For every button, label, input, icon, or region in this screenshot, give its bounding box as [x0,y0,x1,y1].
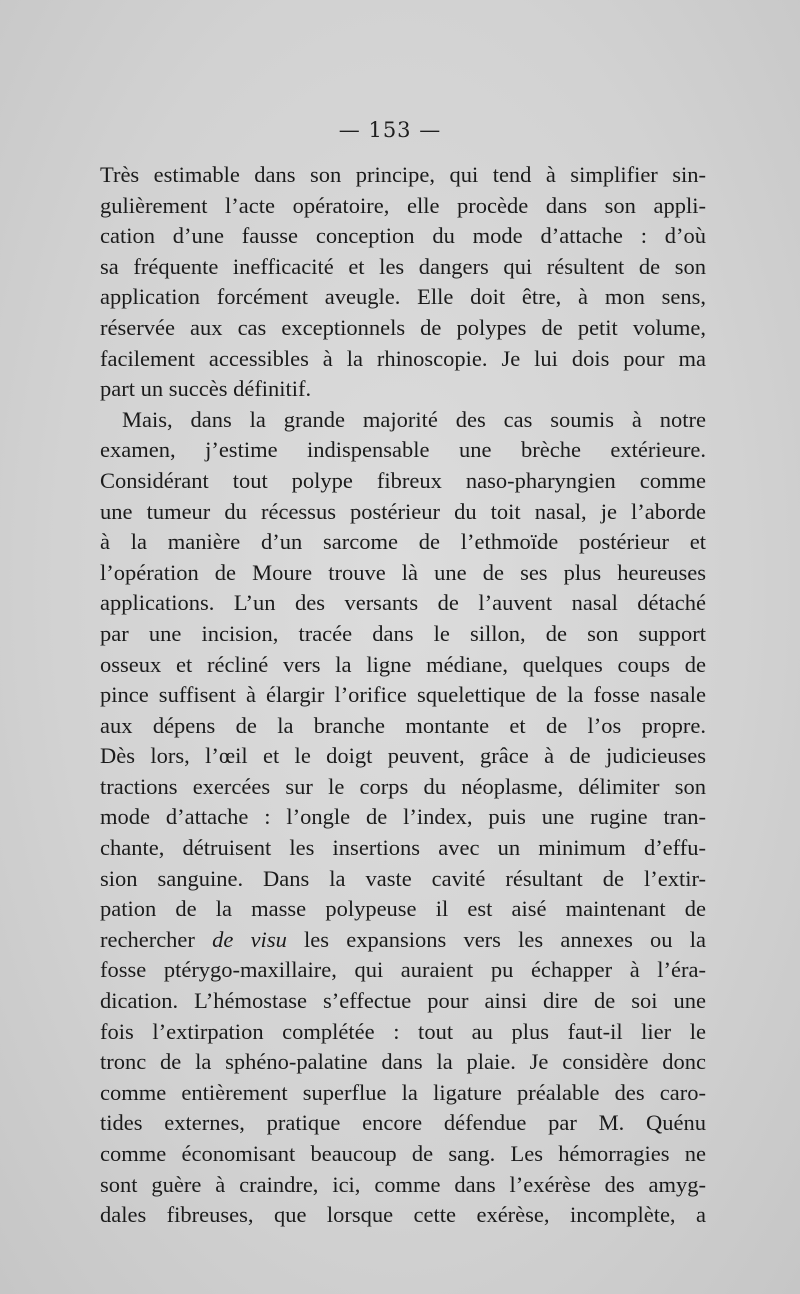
paragraph-1 [100,160,706,405]
page-number: — 153 — [338,118,442,142]
text-line: cation d’une fausse conception du mode d’attache : d’où [100,223,706,249]
text-line: chante, détruisent les insertions avec un minimum d’effu- [100,835,706,861]
text-line: par une incision, tracée dans le sillon, de son support [100,620,706,646]
text-line: fosse ptérygo-maxillaire, qui auraient pu échapper à l’éra- [100,957,706,983]
text-line: l’opération de Moure trouve là une de ses plus heureuses [100,559,706,585]
paragraph-2 [100,405,706,1231]
body-text [100,160,706,1231]
text-line: dales fibreuses, que lorsque cette exérèse, incomplète, a [100,1202,706,1228]
text-line: pation de la masse polypeuse il est aisé maintenant de [100,896,706,922]
text-fragment: rechercher [100,926,213,952]
text-line: part un succès définitif. [100,376,312,402]
text-line: aux dépens de la branche montante et de l’os propre. [100,712,706,738]
text-line: sa fréquente inefficacité et les dangers qui résultent de son [100,253,706,279]
text-line: fois l’extirpation complétée : tout au plus faut-il lier le [100,1018,706,1044]
text-fragment: les expansions vers les annexes ou la [286,926,706,952]
text-line: Dès lors, l’œil et le doigt peuvent, grâce à de judicieuses [100,743,706,769]
text-line: osseux et récliné vers la ligne médiane, quelques coups de [100,651,706,677]
text-line: pince suffisent à élargir l’orifice squelettique de la fosse nasale [100,682,706,708]
text-line: gulièrement l’acte opératoire, elle procède dans son appli- [100,192,706,218]
text-line: examen, j’estime indispensable une brèche extérieure. [100,437,706,463]
text-line: applications. L’un des versants de l’auvent nasal détaché [100,590,706,616]
text-line: dication. L’hémostase s’effectue pour ainsi dire de soi une [100,988,706,1014]
text-line: sont guère à craindre, ici, comme dans l’exérèse des amyg- [100,1171,706,1197]
text-line: Mais, dans la grande majorité des cas soumis à notre [122,406,706,432]
text-line: une tumeur du récessus postérieur du toit nasal, je l’aborde [100,498,706,524]
text-line: tronc de la sphéno-palatine dans la plaie. Je considère donc [100,1049,706,1075]
text-line: application forcément aveugle. Elle doit être, à mon sens, [100,284,706,310]
text-line: tractions exercées sur le corps du néoplasme, délimiter son [100,773,706,799]
italic-phrase: de visu [212,926,287,952]
text-line: tides externes, pratique encore défendue par M. Quénu [100,1110,706,1136]
text-line-with-italic [100,925,706,956]
text-line: comme économisant beaucoup de sang. Les hémorragies ne [100,1141,706,1166]
text-line: réservée aux cas exceptionnels de polypes de petit volume, [100,314,706,340]
text-line: Très estimable dans son principe, qui tend à simplifier sin- [100,162,706,187]
text-line: mode d’attache : l’ongle de l’index, puis une rugine tran- [100,804,706,830]
text-line: sion sanguine. Dans la vaste cavité résultant de l’extir- [100,865,706,891]
text-line: Considérant tout polype fibreux naso-pharyngien comme [100,467,706,493]
text-line: facilement accessibles à la rhinoscopie. Je lui dois pour ma [100,345,706,371]
text-line: comme entièrement superflue la ligature préalable des caro- [100,1079,706,1105]
text-line: à la manière d’un sarcome de l’ethmoïde postérieur et [100,529,706,555]
